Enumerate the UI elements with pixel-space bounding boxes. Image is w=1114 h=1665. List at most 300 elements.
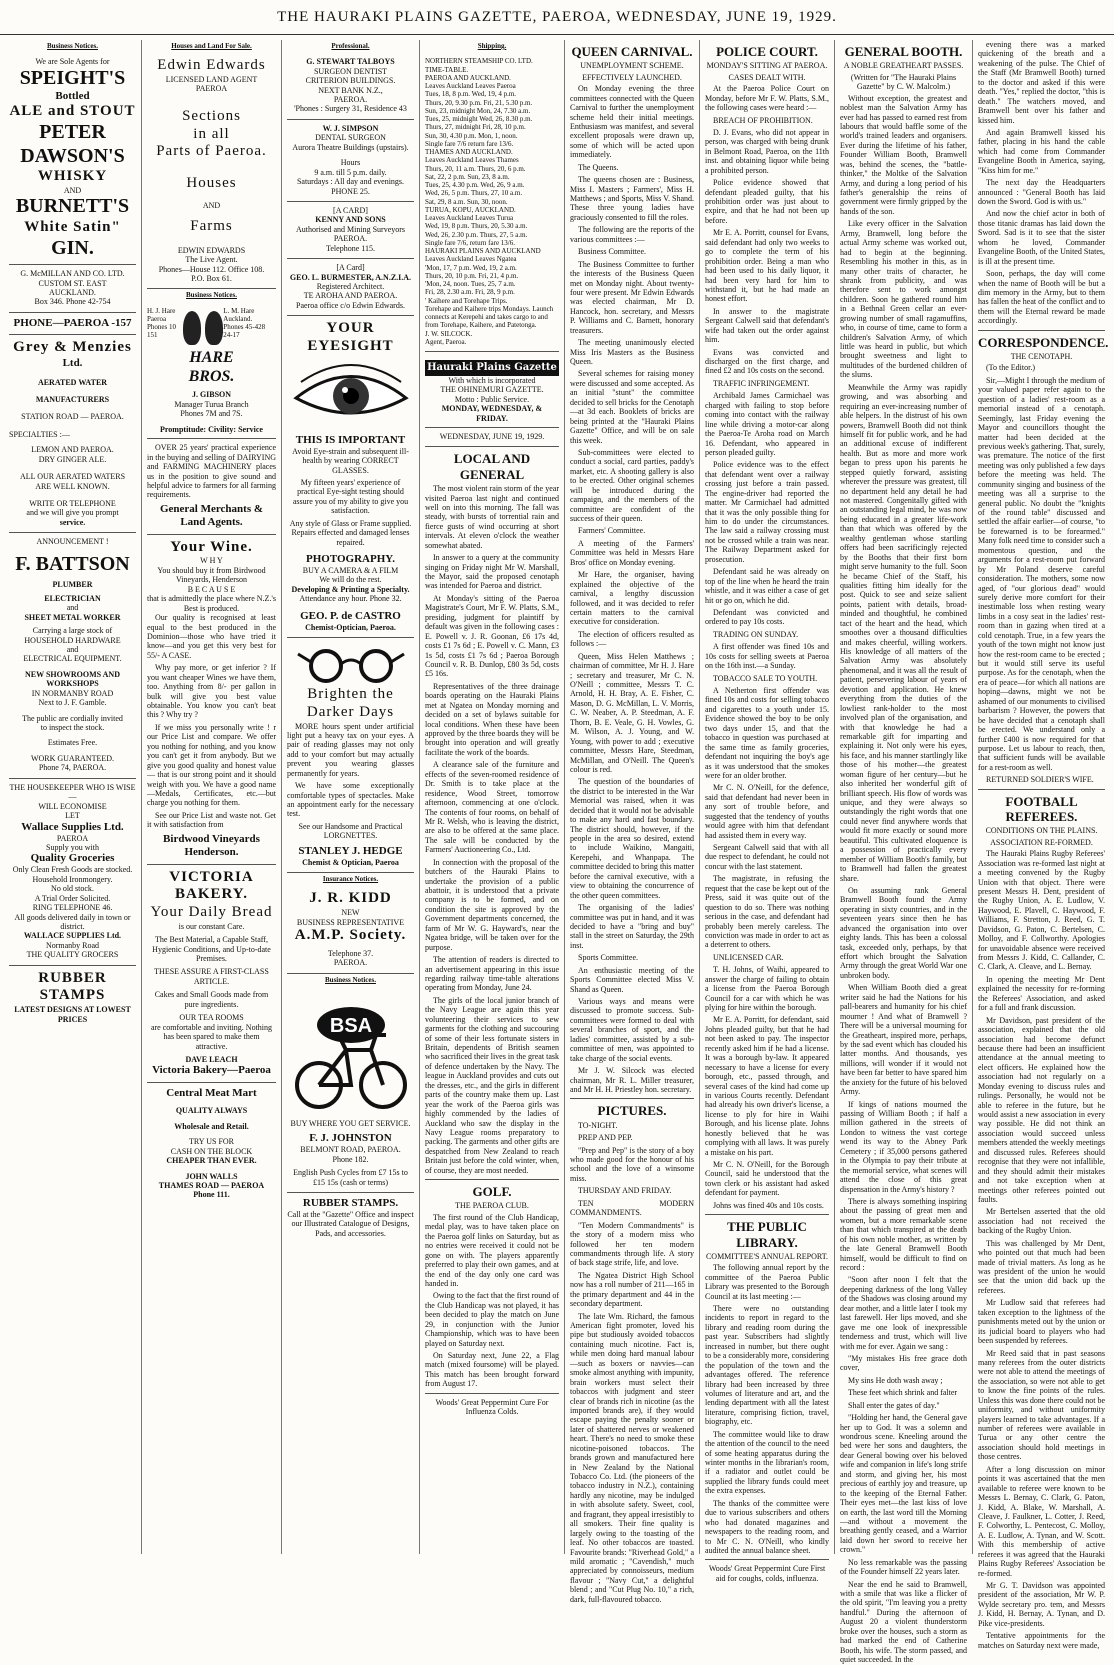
article-subheading: MONDAY'S SITTING AT PAEROA. bbox=[706, 61, 828, 71]
column-5 bbox=[565, 40, 700, 1604]
ad-line: PHOTOGRAPHY. bbox=[306, 553, 395, 566]
timetable-line: Leaves Auckland Leaves Ngatea bbox=[425, 255, 517, 264]
ad-line: THAMES ROAD — PAEROA bbox=[158, 1180, 265, 1190]
ad-line: L. M. Hare bbox=[223, 306, 255, 315]
paragraph: On Monday evening the three committees connected with the Queen Carnival to further the unemployment scheme held their initial meetings. Enthusiasm was manifest, and several excellent proposals were drawn up, some of which will be acted upon immediately. bbox=[570, 84, 694, 160]
timetable-line: Leaves Auckland Leaves Paeroa bbox=[425, 82, 516, 90]
paragraph: Representatives of the three drainage boards operating on the Hauraki Plains met at Ngatea on Monday morning and decided on a set of bylaws suitable for local conditions. When these have been approved by the three boards they will be brought into operation and will greatly facilitate the work of the boards. bbox=[425, 681, 559, 757]
ad-line: Your Daily Bread bbox=[150, 904, 273, 920]
paragraph: After a long discussion on minor points it was ascertained that the men available to referee were known to be Messrs L. Bernay, C. Clark, G. Paton, J. Kidd, A. Blake, W. Marshall, A. Cleave, J. Faulkner, L. Cotter, J. Reed, F. Colworthy, L. Pentecost, C. Molloy, A. E. Ludlow, A. Tynan, and W. Scott. With this membership of active referees it was agreed that the Hauraki Plains Rugby Referees' Association be re-formed. bbox=[978, 1464, 1105, 1578]
timetable-line: Leaves Auckland Leaves Thames bbox=[425, 156, 519, 165]
paragraph: Sports Committee. bbox=[578, 953, 638, 963]
ad-line: Phone 74, PAEROA. bbox=[38, 763, 107, 773]
timetable-line: Tues, 18, 8 p.m. Wed, 19, 4 p.m. bbox=[425, 90, 517, 99]
paragraph: Mr E. A. Porritt, counsel for Evans, said defendant had only two weeks to go to complete the term of his prohibition order. Being a man who had been used to his daily liquor, it had been very hard for him to withstand it, but he had made an honest effort. bbox=[705, 228, 829, 304]
paragraph: My sins He doth wash away ; bbox=[848, 1375, 943, 1385]
paragraph: The following annual report by the committee of the Paeroa Public Library was presented to the Borough Council at its last meeting :— bbox=[705, 1263, 829, 1301]
paragraph: evening there was a marked quickening of the breath and a weakening of the pulse. The Chief of the Staff (Mr Bramwell Booth) turned to the doctor and asked if this were death. "Yes," replied the doctor, "this is death." The watchers moved, and Bramwell bent over his father and kissed him. bbox=[978, 40, 1105, 125]
paragraph: Shall enter the gates of day." bbox=[848, 1400, 940, 1410]
general-booth-body bbox=[840, 94, 967, 1665]
ad-line: MANUFACTURERS bbox=[35, 394, 110, 404]
ad-line: F. J. JOHNSTON bbox=[309, 1132, 392, 1145]
ad-line: Avoid Eye-strain and subsequent ill-health by wearing CORRECT GLASSES. bbox=[292, 446, 409, 475]
paragraph: The first round of the Club Handicap, medal play, was to have taken place on the Paeroa golf links on Saturday, but as no entries were received it could not be gone on with. The players apparently preferred to play their own games, and at the end of the day only one card was handed in. bbox=[425, 1212, 559, 1288]
ad-line: BURNETT'S bbox=[15, 195, 130, 218]
paragraph: Why pay more, or get inferior ? If you want cheaper Wines we have them, too. Anything from 8/- per gallon in bulk will give you best value obtainable. You know you can't beat this ? Why try ? bbox=[147, 663, 276, 720]
ad-line: P.O. Box 61. bbox=[191, 274, 232, 283]
ad-line: B E C A U S E bbox=[187, 584, 236, 594]
article-subheading: A NOBLE GREATHEART PASSES. bbox=[843, 61, 964, 71]
article-heading: PICTURES. bbox=[597, 1103, 667, 1119]
paragraph: Defendant was convicted and ordered to pay 10s costs. bbox=[705, 607, 829, 627]
ad-line: WALLACE SUPPLIES Ltd. bbox=[23, 931, 122, 941]
section-heading: Shipping. bbox=[477, 42, 507, 50]
ad-line: Attendance any hour. Phone 32. bbox=[299, 594, 402, 604]
ad-line: Your Wine. bbox=[170, 538, 253, 555]
paragraph: The following are the reports of the various committees :— bbox=[570, 225, 694, 244]
timetable-line: ' Kaihere and Torehape Trips. bbox=[425, 296, 508, 305]
timetable-line: Thurs, 20, 11 a.m. Thurs, 20, 6 p.m. bbox=[425, 164, 526, 173]
paragraph: BREACH OF PROHIBITION. bbox=[713, 115, 813, 125]
ad-line: RING TELEPHONE 46. bbox=[32, 903, 113, 913]
paragraph: "Soon after noon I felt that the deepening darkness of the long Valley of the Shadows was closing around my dear mother, and a little later I took my last farewell. Her lips moved, and she gave me one look of inexpressible tenderness and trust, which will live with me for ever. Again we sang : bbox=[840, 1275, 967, 1351]
ad-line: BELMONT ROAD, PAEROA. bbox=[300, 1145, 401, 1155]
ad-line: Grey & Menzies bbox=[13, 338, 132, 355]
battson-ad bbox=[9, 533, 136, 778]
paragraph: A first offender was fined 10s and 10s costs for selling sweets at Paeroa on the 16th inst.—a Sunday. bbox=[705, 642, 829, 671]
ad-line: Any style of Glass or Frame supplied. bbox=[289, 518, 412, 528]
ad-line: that is admittedly the place where N.Z.'s Best is produced. bbox=[147, 594, 276, 613]
paragraph: In answer to a query at the community singing on Friday night Mr W. Marshall, the Mayor, said the proposed cenotaph was intended for Paeroa and district. bbox=[425, 553, 559, 591]
section-heading: Professional. bbox=[331, 42, 370, 50]
paragraph: If kings of nations mourned the passing of William Booth ; if half a million gathered in the streets of London to witness the vast cortege wend its way to the Abney Park Cemetery ; if 35,000 persons gathered in the Olympia to pay their tribute at the memorial service, what scenes will attend the close of this great dispensation in the Army's history ? bbox=[840, 1099, 967, 1194]
ad-line: Manager Turua Branch bbox=[174, 399, 249, 409]
kidd-ad bbox=[287, 886, 414, 973]
paragraph: Meanwhile the Army was rapidly growing, and was absorbing and requiring an ever-increasing number of able helpers. In the distrust of his own powers, Bramwell Booth did not think himself fit for public work, and he had an additional excuse of indifferent health. But as more and more work began to press upon his parents he stepped quietly forward, assisting wherever the pressure was greatest, till no department held any detail he had not mastered. Congenitally gifted with an outstanding legal mind, he was now being educated in a greater life-work than that which was offered by the wealthy gentleman whose startling offers had been sacrificingly rejected by the Booths that their first born might serve humanity to the full. Soon he became Chief of the Staff, his qualities fitting him ideally for the post. Quick to see and seize salient points, patient with details, broad-minded and thoughtful, he combined tact of the heart and the head, which smoothes over a thousand difficulties and makes cheerful, willing workers. His knowledge of all matters of the Salvation Army was absolutely phenomenal, and it was all the result of patient, persevering labour of years of devotion and application. He knew everything from the duties of the lowliest rank-holder to the most involved plan of the organisation, and with that knowledge he had a remarkable gift for imparting and explaining it. Not only were his eyes, his face, and his manner startlingly like those of his mother—the greatest woman figure of her century—but he also inherited her wonderful gift of brilliant speech. His flow of words was unique, and they were always so outstandingly the right words that one could never find anywhere words that would fit more exactly or sound more beautiful. This cultivated eloquence is a possession of practically every member of William Booth's family, but to Bramwell had fallen the greatest share. bbox=[840, 382, 967, 883]
timetable-line: Sun, 23, midnight Mon, 24, 7.30 a.m. bbox=[425, 106, 531, 115]
paragraph: Mr J. W. Silcock was elected chairman, Mr R. L. Miller treasurer, and Mr H. H. Priestley hon. secretary. bbox=[570, 1066, 694, 1094]
article-subheading: EFFECTIVELY LAUNCHED. bbox=[582, 72, 682, 82]
gazette-title: Hauraki Plains Gazette bbox=[425, 360, 559, 376]
ad-line: Chemist & Optician, Paeroa bbox=[302, 857, 399, 867]
ad-line: The public are cordially invited bbox=[22, 713, 123, 723]
ad-line: Phone 42-754 bbox=[65, 297, 111, 307]
ad-line: are comfortable and inviting. Nothing has been spared to make them attractive. bbox=[150, 1022, 273, 1051]
timetable-line: Agent, Paeroa. bbox=[425, 337, 467, 346]
ad-line: The Best Material, a Capable Staff, Hygienic Conditions, and Up-to-date Premises. bbox=[152, 935, 271, 963]
paragraph: Mr Ludlow said that referees had taken exception to the lightness of the punishments meted out by the union or its judicial board to players who had been suspended by referees. bbox=[978, 1298, 1105, 1346]
ad-line: YOUR EYESIGHT bbox=[307, 320, 394, 354]
ad-line: Birdwood Vineyards bbox=[163, 832, 260, 845]
football-body bbox=[978, 849, 1105, 1650]
ad-line: KENNY AND SONS bbox=[315, 215, 386, 225]
paragraph: Johns was fined 40s and 10s costs. bbox=[713, 1200, 824, 1210]
paragraph: Defendant said he was already on top of the line when he heard the train whistle, and it was either a case of get hit or go on, which he did. bbox=[705, 567, 829, 605]
ad-line: Telephone 37. bbox=[327, 948, 374, 958]
paragraph: At the Paeroa Police Court on Monday, before Mr F. W. Platts, S.M., the following cases were heard :— bbox=[705, 84, 829, 113]
birdwood-wine-ad bbox=[147, 535, 276, 865]
paragraph: Mr Bertelsen asserted that the old association had not received the backing of the Rugby Union. bbox=[978, 1207, 1105, 1236]
column-6 bbox=[700, 40, 835, 1583]
ad-line: in all bbox=[193, 125, 230, 142]
paragraph: The magistrate, in refusing the request that the case be kept out of the Press, said it was quite out of the question to do so. There was nothing serious in the case, and defendant had probably been merely careless. The conviction was made in order to act as a deterrent to others. bbox=[705, 874, 829, 950]
ad-line: Estimates Free. bbox=[47, 738, 98, 748]
ad-line: BUSINESS REPRESENTATIVE bbox=[296, 917, 405, 927]
paragraph: There is always something inspiring about the passing of great men and women, but a more remarkable scene than that which transpired at the death of his own noble mother, as written by the late General Bramwell Booth himself, would be difficult to find on record : bbox=[840, 1196, 967, 1273]
grey-menzies-ad bbox=[9, 313, 136, 533]
wine-body bbox=[147, 613, 276, 830]
simpson-ad bbox=[287, 120, 414, 202]
ad-line: WHISKY bbox=[37, 168, 108, 185]
paragraph: The next day the Headquarters announced : "General Booth has laid down the Sword. God is with us." bbox=[978, 178, 1105, 206]
correspondence-body bbox=[978, 363, 1105, 784]
ad-line: 9 a.m. till 5 p.m. daily. bbox=[314, 167, 387, 177]
paragraph: Sir,—Might I through the medium of your valued paper refer again to the question of a ladies' rest-room as a memorial instead of a cenotaph. Seemingly, last Friday evening the Mayor and councillors thought the matter had been decided at the previous week's gathering. That, surely, was premature. The notice of the first meeting was only published a few days before the meeting was held. The community singing and business of the meeting was all a surprise to the general public. No doubt the "knights of the round table" discussed and settled the affair earlier—of course, "to be forewarned is to be forearmed." Many folk need time to consider such a momentous question, and the arguments for a rest-room put forward by Mr Poland deserve careful consideration. The mothers, some now aged, of "our glorious dead" would surely derive more comfort for their inestimable loss when resting weary limbs in a cosy seat in the ladies' rest-room than in gazing when tired at a cold cenotaph. True, in a few years the youth of the town might not know just how the rest-room came to be erected ; but it would still serve its useful purpose. As for the cenotaph, when the era of peace—for which all nations are hoping—dawns, might we not be ashamed of our monuments to civilised barbarism ? However, the powers that be have decided that a cenotaph shall be erected. We understand only a further £400 is now required for that purpose. Let us labour to reach, then, that sufficient funds will be available for a rest-room as well. bbox=[978, 375, 1105, 772]
timetable-line: Leaves Auckland Leaves Turua bbox=[425, 214, 514, 222]
paragraph: In opening the meeting Mr Dent explained the necessity for re-forming the Referees' Association, and asked for a full and frank discussion. bbox=[978, 974, 1105, 1013]
ad-line: BUY A CAMERA & A FILM bbox=[302, 566, 399, 575]
issue-date: WEDNESDAY, JUNE 19, 1929. bbox=[439, 431, 545, 441]
ad-line: JOHN WALLS bbox=[185, 1171, 238, 1181]
general-booth-continued bbox=[978, 40, 1105, 326]
ad-line: NEXT BANK N.Z., bbox=[318, 85, 383, 95]
timetable-line: THAMES AND AUCKLAND. bbox=[425, 148, 513, 156]
columns bbox=[4, 40, 1110, 1665]
ad-line: DRY GINGER ALE. bbox=[38, 454, 107, 464]
ad-line: Phones 7M and 7S. bbox=[180, 409, 243, 419]
paragraph: A clearance sale of the furniture and effects of the seven-roomed residence of Dr. Smith is to take place at the residence, Wood Street, tomorrow afternoon, commencing at one o'clock. The contents of four rooms, on behalf of Mr R. Welsh, who is leaving the district, are also to be offered at the same place. The sale will be conducted by the Farmers' Auctioneering Co., Ltd. bbox=[425, 760, 559, 855]
paragraph: These feet which shrink and falter bbox=[848, 1388, 958, 1398]
central-meat-mart-ad bbox=[147, 1083, 276, 1204]
column-1 bbox=[4, 40, 142, 1554]
ad-line: and bbox=[66, 603, 79, 613]
article-subheading: COMMITTEE'S ANNUAL REPORT. bbox=[705, 1251, 829, 1261]
ad-line: A Trial Order Solicited. bbox=[34, 893, 111, 903]
ad-line: ARE WELL KNOWN. bbox=[35, 481, 110, 491]
masthead: THE HAURAKI PLAINS GAZETTE, PAEROA, WEDNESDAY, JUNE 19, 1929. bbox=[0, 0, 1114, 35]
ad-line: OUR TEA ROOMS bbox=[179, 1013, 244, 1023]
paragraph: MORE hours spent under artificial light put a heavy tax on your eyes. A pair of reading glasses may not only add to your comfort but may actually prevent you wearing glasses permanently for years. bbox=[287, 721, 414, 778]
paragraph: "My mistakes His free grace doth cover, bbox=[840, 1353, 967, 1373]
ad-line: LATEST DESIGNS AT LOWEST PRICES bbox=[14, 1005, 131, 1024]
timetable-line: Single fare 7/6, return fare 13/6. bbox=[425, 238, 515, 247]
ad-line: White Satin" bbox=[24, 218, 121, 235]
ad-line: Parts of Paeroa. bbox=[156, 143, 267, 160]
hare-body bbox=[147, 443, 276, 500]
ad-line: CASH ON THE BLOCK bbox=[170, 1146, 253, 1156]
ad-line: THE HOUSEKEEPER WHO IS WISE— bbox=[9, 782, 136, 802]
article-heading: QUEEN CARNIVAL. bbox=[571, 44, 693, 59]
eyesight-ad bbox=[287, 316, 414, 638]
bsa-logo-text: BSA bbox=[329, 1014, 372, 1037]
paragraph: The committee would like to draw the attention of the council to the need of some heating apparatus during the winter months in the librarian's room, if a radiator and outlet could be supplied the library funds could meet the extra expenses. bbox=[705, 1429, 829, 1496]
paragraph: There were no outstanding incidents to report in regard to the library and reading room during the past year. Subscribers had slightly increased in number, but there ought to be a considerably more, considering the population of the town and the advantages offered. The reference library had been increased by three volumes of literature and art, and the lending department with all the latest literature, comprising fiction, travel, biography, etc. bbox=[705, 1304, 829, 1427]
paragraph: TRAFFIC INFRINGEMENT. bbox=[713, 378, 810, 388]
ad-line: IN NORMANBY ROAD bbox=[31, 688, 114, 698]
paragraph: Mr G. T. Davidson was appointed president of the association, Mr W. P. Wylde secretary pro. tem, and Messrs J. Kidd, H. Bernay, A. Tynan, and D. Pike vice-presidents. bbox=[978, 1581, 1105, 1628]
ad-line: Bottled bbox=[55, 90, 90, 103]
section-heading: Insurance Notices. bbox=[322, 875, 379, 884]
ad-line: LEMON AND PAEROA. bbox=[31, 445, 114, 455]
ad-line: QUALITY ALWAYS bbox=[175, 1106, 248, 1116]
ad-line: Paeroa office c/o Edwin Edwards. bbox=[296, 300, 405, 310]
ad-line: to inspect the stock. bbox=[40, 723, 105, 733]
ad-line: ELECTRICAL EQUIPMENT. bbox=[23, 654, 122, 664]
paragraph: The thanks of the committee were due to various subscribers and others who had donated magazines and newspapers to the reading room, and to Mr C. N. O'Neill, who kindly audited the annual balance sheet. bbox=[705, 1498, 829, 1555]
bsa-ad bbox=[287, 987, 414, 1193]
ad-line: STATION ROAD — PAEROA. bbox=[21, 412, 124, 422]
ad-line: DENTAL SURGEON bbox=[315, 133, 386, 143]
timetable-line: Thurs, 20, 9.30 p.m. Fri, 21, 5.30 p.m. bbox=[425, 98, 533, 107]
paragraph: Police evidence was to the effect that defendant went over a railway crossing just before a train passed. The engine-driver had reported the matter. Mr Carmichael had admitted that it was the only possible thing for him to do under the circumstances. The law said a railway crossing must not be crossed while a train was near. The Railway Department asked for prosecution. bbox=[705, 460, 829, 564]
ad-line: Next to J. F. Gamble. bbox=[38, 698, 107, 708]
ad-line: Box 346. bbox=[34, 297, 64, 307]
ad-line: AND bbox=[63, 185, 82, 195]
ad-line: PAEROA. bbox=[333, 958, 368, 968]
ad-line: Phones 45-428 24-17 bbox=[223, 323, 266, 340]
speights-ad bbox=[9, 53, 136, 313]
ad-line: STANLEY J. HEDGE bbox=[298, 844, 403, 857]
column-8 bbox=[973, 40, 1110, 1650]
ad-line: You should buy it from Birdwood Vineyards, Henderson bbox=[157, 565, 266, 585]
ad-line: Auckland. bbox=[223, 314, 253, 323]
ad-line: Ltd. bbox=[62, 356, 83, 369]
ad-line: PHONE—PAEROA -157 bbox=[13, 316, 132, 329]
hedge-ad bbox=[287, 638, 414, 873]
paragraph: Owing to the fact that the first round of the Club Handicap was not played, it has been decided to play the match on June 29, in conjunction with the Junior Championship, which was to have been played on Saturday next. bbox=[425, 1291, 559, 1348]
ad-line: Authorised and Mining Surveyors bbox=[295, 224, 406, 234]
timetable-line: Sun, 30, 4.30 p.m. Mon, 1, noon. bbox=[425, 131, 518, 140]
paragraph: The queens chosen are : Business, Miss I. Masters ; Farmers', Miss H. Matthews ; and Sports, Miss V. Shand. These three young ladies have graciously consented to fill the roles. bbox=[570, 175, 694, 222]
ad-line: Promptitude: Civility: Service bbox=[160, 424, 263, 434]
timetable-line: TURUA, KOPU, AUCKLAND. bbox=[425, 205, 516, 214]
ad-line: A.M.P. Society. bbox=[294, 927, 407, 943]
ad-line: English Push Cycles from £7 15s to £15 15s (cash or terms) bbox=[293, 1168, 408, 1187]
ad-line: VICTORIA BAKERY. bbox=[169, 868, 254, 903]
paragraph: Archibald James Carmichael was charged with failing to stop before coming into contact with the railway line while driving a motor-car along the Paeroa-Te Aroha road on March 16. Defendant, who appeared in person pleaded guilty. bbox=[705, 391, 829, 457]
paragraph: D. J. Evans, who did not appear in person, was charged with being drunk in Belmont Road, Paeroa, on the 11th inst. and obtaining liquor while being a prohibited person. bbox=[705, 127, 829, 175]
ad-line: Central Meat Mart bbox=[166, 1087, 257, 1100]
ad-line: G. STEWART TALBOYS bbox=[306, 57, 395, 67]
paragraph: On Saturday next, June 22, a Flag match (mixed foursome) will be played. This match has been brought forward from August 17. bbox=[425, 1351, 559, 1389]
gazette-nameplate bbox=[425, 352, 559, 447]
paragraph: Business Committee. bbox=[578, 247, 646, 257]
ad-line: No old stock. bbox=[51, 884, 94, 894]
queen-carnival-body bbox=[570, 84, 694, 1094]
paragraph: The question of the boundaries of the district to be interested in the War Memorial was raised, when it was decided that it would not be advisable to make any hard and fast boundary. The district should, however, if the people in the area so desired, extend to include Waikino, Mangaiti, Kerepehi, and Whanpapa. The committee decided to bring this matter before the carnival executive, with a view to obtaining the concurrence of the other queen committees. bbox=[570, 777, 694, 900]
ad-line: HOUSEHOLD HARDWARE bbox=[24, 635, 121, 645]
ad-line: DAWSON'S bbox=[20, 144, 125, 167]
paragraph: In answer to the magistrate Sergeant Calwell said that defendant's wife had taken out the order against him. bbox=[705, 306, 829, 345]
timetable-line: Thurs, 20, 10 p.m. Fri, 21, 4 p.m. bbox=[425, 271, 519, 280]
paragraph: Several schemes for raising money were discussed and some accepted. As an initial "stunt" the committee decided to sell bricks for the Cenotaph—at 3d each. Booklets of bricks are being printed at the "Hauraki Plains Gazette" Office, and will be on sale this week. bbox=[570, 369, 694, 445]
shipping-timetable bbox=[425, 53, 559, 352]
timetable-line: 'Mon, 24, noon. Tues, 25, 7 a.m. bbox=[425, 280, 516, 288]
paragraph: Evans was convicted and discharged on the first charge, and fined £2 and 10s costs on the second. bbox=[705, 347, 829, 376]
ad-line: The Live Agent. bbox=[185, 255, 238, 265]
paragraph: The Hauraki Plains Rugby Referees' Association was re-formed last night at a meeting convened by the Rugby Union with that object. There were present Messrs H. Dent, president of the Rugby Union, A. E. Ludlow, V. Haywood, E. Plavell, C. Haywood, F. Williams, F. Stretton, J. Reed, G. T. Davidson, G. Paton, C. Bertelsen, C. Molloy, and F. Collworthy. Apologies for unavoidable absence were received from Messrs J. Kidd, C. Callander, C. C. Clark, A. Cleave, and L. Bernay. bbox=[978, 849, 1105, 972]
ad-line: THE QUALITY GROCERS bbox=[26, 950, 119, 960]
paragraph: The organising of the ladies' committee was put in hand, and it was decided to have a "bring and buy" stall in the street on Saturday, the 29th inst. bbox=[570, 903, 694, 950]
timetable-line: Tues, 25, 4.30 p.m. Wed, 26, 9 a.m. bbox=[425, 181, 525, 189]
paragraph: "Holding her hand, the General gave her up to God. It was a solemn and wondrous scene. Kneeling around the bed were her sons and daughters, the dear General bowing over his beloved wife and companion in life's long strife and storm, and giving her, his most precious of earthly joy and treasure, up to the keeping of the Eternal Father. Their eyes met—the last kiss of love on earth, the last word till the Morning—and without a movement the breathing gently ceased, and a Warrior laid down her sword to receive her crown." bbox=[840, 1413, 967, 1555]
paragraph: UNLICENSED CAR. bbox=[713, 952, 784, 962]
ad-line: Repairs effected and damaged lenses repaired. bbox=[291, 528, 410, 547]
ad-line: PAEROA. bbox=[333, 234, 368, 244]
local-general-body bbox=[425, 484, 559, 1175]
ad-line: BROS. bbox=[188, 367, 235, 385]
ad-line: RUBBER STAMPS. bbox=[302, 1196, 399, 1209]
ad-line: F. BATTSON bbox=[15, 552, 130, 575]
timetable-line: Thurs, 27, midnight Fri, 28, 10 p.m. bbox=[425, 123, 526, 132]
paragraph: TRADING ON SUNDAY. bbox=[713, 629, 799, 639]
ad-line: GEO. L. BURMESTER, A.N.Z.I.A. bbox=[289, 272, 412, 282]
ad-line: GEO. P. de CASTRO bbox=[300, 609, 401, 622]
paragraph: If we miss you personally write ! r our Price List and compare. We offer you nothing for nothing, and you know you can't get it from anybody. But we give you good quality and honest value — that is our strong point and it should weigh with you. We have a good name—Medals, Certificates, etc.—but charge you nothing for them. bbox=[147, 722, 276, 808]
ad-line: 'Phones : Surgery 31, Residence 43 bbox=[294, 104, 407, 114]
rubber-stamps-ad bbox=[9, 966, 136, 1029]
ad-line: Phone 111. bbox=[193, 1190, 230, 1200]
ad-line: We will do the rest. bbox=[319, 575, 382, 585]
paragraph: Mr Reed said that in past seasons many referees from the outer districts were not able to attend the meetings of the association, so were not able to get to know the fine points of the rules. Unless this was done there could not be uniformity, and without uniformity players learned to take advantages. If a number of referees were available in Turua or any other centre the association should hold meetings in those centres. bbox=[978, 1348, 1105, 1462]
ad-line: WORK GUARANTEED. bbox=[30, 753, 115, 763]
burmester-ad bbox=[287, 259, 414, 316]
ad-line: Registered Architect. bbox=[316, 282, 385, 291]
paragraph: Mr E. A. Porritt, for defendant, said Johns pleaded guilty, but that he had not been asked to pay. The inspector recently asked him if he had a license. It was a borough by-law. It appeared necessary to have a license for every borough, etc., passed through, and several cases of the kind had come up in various Courts recently. Defendant had already his own driver's license, a license to ply for hire in Waihi Borough, and his license plate. Johns honestly believed that he was complying with all laws. It was purely a mistake on his part. bbox=[705, 1015, 829, 1157]
ad-line: PAEROA bbox=[56, 833, 89, 843]
timetable-line: Wed, 19, 8 p.m. Thurs, 20, 5.30 a.m. bbox=[425, 222, 528, 231]
paragraph: Sub-committees were elected to conduct a social, card parties, paddy's market, etc. A shooting gallery is also to be erected. Other original schemes will be introduced during the campaign, and the members of the committee are confident of the success of their queen. bbox=[570, 447, 694, 524]
section-heading: Business Notices. bbox=[47, 42, 98, 50]
ad-line: CUSTOM ST. EAST bbox=[38, 278, 107, 288]
paragraph: The Business Committee to further the interests of the Business Queen met on Monday night. About twenty-four were present. Mr Edwin Edwards was elected chairman, Mr D. Hancock, hon. secretary, and Messrs P. Williams and C. Barnett, honorary treasurers. bbox=[570, 259, 694, 335]
ad-line: RUBBER STAMPS bbox=[38, 969, 107, 1004]
paragraph: Mr C. N. O'Neill, for the Borough Council, said he understood that the town clerk or his assistant had asked defendant for payment. bbox=[705, 1160, 829, 1198]
article-heading: CORRESPONDENCE. bbox=[978, 334, 1109, 350]
ad-line: [A CARD] bbox=[333, 205, 368, 215]
paragraph: Farmers' Committee. bbox=[578, 526, 646, 536]
paragraph: On assuming rank General Bramwell Booth found the Army operating in sixty countries, and in the seventeen years since then he has advanced the organisation into over eighty lands. This has been a colossal task, exceeded only, perhaps, by that effort which brought the Salvation Army through the great World War one unbroken body. bbox=[840, 885, 967, 980]
ad-line: ALL OUR AERATED WATERS bbox=[19, 472, 126, 482]
ad-line: AND bbox=[202, 200, 221, 210]
ad-line: Quality Groceries bbox=[30, 852, 115, 865]
timetable-line: Tues, 25, midnight Wed, 26, 8.30 p.m. bbox=[425, 115, 533, 123]
ad-line: SHEET METAL WORKER bbox=[24, 612, 121, 622]
paragraph: An enthusiastic meeting of the Sports Committee elected Miss V. Shand as Queen. bbox=[570, 965, 694, 994]
ad-line: H. J. Hare bbox=[147, 306, 176, 315]
ad-line: Brighten the bbox=[307, 686, 394, 703]
paragraph: The late Wm. Richard, the famous American fight promoter, loved his pipe but studiously avoided tobaccos containing much nicotine. Fact is, while men doing hard manual labour—such as boxers or navvies—can smoke almost anything with impunity, brain workers must select their tobaccos with judgment and steer clear of brands rich in nicotine (as the imported brands are), if they would escape paying the penalty sooner or later of shattered nerves or weakened heart. There's no need to smoke these nicotine-poisoned tobaccos. The brands grown and manufactured here in New Zealand by the National Tobacco Co. Ltd. (the pioneers of the tobacco industry in N.Z.), containing hardly any nicotine, may be indulged in with absolute safety. Sweet, cool, and fragrant, they appeal irresistibly to all smokers. Their fine quality is largely owing to the toasting of the leaf. No other tobaccos are toasted. Favourite brands: "Riverhead Gold," a mild aromatic ; "Cavendish," much appreciated by connoisseurs, medium flavour ; "Navy Cut," a delightful blend ; and "Cut Plug No. 10," a rich, dark, full-flavoured tobacco. bbox=[570, 1311, 694, 1604]
pictures-body bbox=[570, 1121, 694, 1604]
ad-line: WRITE OR TELEPHONE bbox=[29, 499, 116, 508]
paragraph: A Netherton first offender was fined 10s and costs for selling tobacco and cigarettes to a youth under 15. Evidence showed the boy to be only two days under 15, and that the tobacco in question was purchased at the same time as family groceries, defendant not inquiring the boy's age as it was understood that the smokes were for an older brother. bbox=[705, 686, 829, 780]
paragraph: Queen, Miss Helen Matthews ; chairman of committee, Mr H. J. Hare ; secretary and treasurer, Mr C. N. O'Neill ; committee, Messrs T. C. Arnold, H. H. Bray, A. E. Fisher, C. Mason, D. G. McMillan, L. V. Morris, C. W. Neaber, A. P. Steedman, A. F. Thorn, B. E. Veale, G. H. Vowles, G. M. Wilson, A. J. Young, and W. Young, with power to add ; executive committee, Messrs Hare, Steedman, McMillan, and O'Neill. The Queen's colour is red. bbox=[570, 651, 694, 774]
ad-line: SPEIGHT'S bbox=[19, 66, 126, 89]
timetable-line: Fri, 28, 2.30 a.m. Fri, 28, 9 p.m. bbox=[425, 288, 515, 297]
timetable-line: 'Mon, 17, 7 p.m. Wed, 19, 2 a.m. bbox=[425, 263, 517, 272]
timetable-line: Sat, 29, 8 a.m. Sun, 30, noon. bbox=[425, 197, 508, 206]
ad-line: We are Sole Agents for bbox=[35, 57, 110, 67]
woods-ad: Woods' Great Peppermint Cure First aid for coughs, colds, influenza. bbox=[708, 1564, 826, 1583]
section-heading: Houses and Land For Sale. bbox=[171, 42, 252, 50]
ad-line: THE OHINEMURI GAZETTE. bbox=[440, 385, 544, 395]
ad-line: Hours bbox=[340, 158, 361, 168]
paragraph: In connection with the proposal of the butchers of the Hauraki Plains to undertake the provision of a public abattoir, it is understood that a private company is to be formed, and on condition the site is approved by the Government departments concerned, the farm of Mr W. G. Hayward's, near the Ngatea bridge, will be taken over for the purpose. bbox=[425, 857, 559, 952]
ad-line: Call at the "Gazette" Office and inspect our Illustrated Catalogue of Designs, Pads, and accessories. bbox=[287, 1209, 414, 1238]
timetable-line: NORTHERN STEAMSHIP CO. LTD. bbox=[425, 57, 533, 66]
library-body bbox=[705, 1263, 829, 1555]
paragraph: Our quality is recognised at least equal to the best produced in the Dominion—those who have tried it know—and you get this very best for 55/- A CASE. bbox=[147, 613, 276, 660]
article-heading: THE PUBLIC LIBRARY. bbox=[727, 1219, 807, 1250]
ad-line: Phones 10 151 bbox=[147, 323, 176, 340]
ad-line: LICENSED LAND AGENT bbox=[165, 74, 258, 84]
ad-line: Victoria Bakery—Paeroa bbox=[152, 1064, 271, 1077]
talboys-ad bbox=[287, 53, 414, 120]
rubber-stamps-gazette-ad bbox=[287, 1193, 414, 1243]
paragraph: Various ways and means were discussed to promote success. Sub-committees were formed to deal with several branches of sport, and the ladies' committee, assisted by a sub-committee of men, was appointed to take charge of the social events. bbox=[570, 997, 694, 1063]
article-byline: (Written for "The Hauraki Plains Gazette" by C. W. Malcolm.) bbox=[850, 72, 957, 92]
timetable-line: J. W. SILCOCK. bbox=[425, 329, 473, 338]
column-3 bbox=[282, 40, 420, 1554]
ad-line: Household Ironmongery. bbox=[32, 874, 113, 884]
ad-line: DAVE LEACH bbox=[185, 1054, 238, 1064]
paragraph: OVER 25 years' practical experience in the buying and selling of DAIRYING and FARMING MACHINERY places us in the position to give sound and helpful advice to farmers for all farming requirements. bbox=[147, 443, 276, 500]
ad-line: Saturdays : All day and evenings. bbox=[296, 177, 405, 187]
timetable-line: HAURAKI PLAINS AND AUCKLAND bbox=[425, 247, 541, 255]
ad-line: PAEROA bbox=[195, 84, 228, 94]
column-7 bbox=[835, 40, 973, 1665]
ad-line: Wholesale and Retail. bbox=[174, 1121, 249, 1131]
ad-line: ELECTRICIAN bbox=[44, 593, 101, 603]
paragraph: See our Price List and waste not. Get it with satisfaction from bbox=[147, 810, 276, 830]
ad-line: Developing & Printing a Specialty. bbox=[291, 584, 410, 594]
ad-line: and we will give you prompt bbox=[26, 508, 119, 518]
article-subheading: UNEMPLOYMENT SCHEME. bbox=[580, 61, 684, 71]
ad-line: NEW bbox=[341, 908, 360, 918]
ad-line: BUY WHERE YOU GET SERVICE. bbox=[290, 1118, 411, 1128]
paragraph: Without exception, the greatest and noblest man the Salvation Army has ever had has passed to earned rest from labours that would baffle some of the world's trained leaders and organisers. Ever during the lifetime of his father, Founder William Booth, Bramwell was, behind the scenes, the "battle-thinker," the Moltke of the Salvation Army, and during a long period of his father's generalship the reins of government were firmly gripped by the hands of the son. bbox=[840, 93, 967, 216]
ad-line: Edwin Edwards bbox=[157, 57, 266, 74]
paragraph: The Ngatea District High School now has a roll number of 211—165 in the primary department and 44 in the secondary department. bbox=[570, 1270, 694, 1309]
timetable-line: Single fare 7/6 return fare 13/6. bbox=[425, 139, 514, 148]
timetable-line: TIME-TABLE. bbox=[425, 65, 469, 74]
timetable-line: Torehape and Kaihere trips Mondays. Launch connects at Kerepehi and takes cargo to and from Torehape, Kaihere, and Patetonga. bbox=[425, 304, 554, 330]
ad-line: ALE and STOUT bbox=[9, 103, 136, 120]
ad-line: All goods delivered daily in town or district. bbox=[14, 912, 131, 931]
police-court-body bbox=[705, 84, 829, 1210]
article-subheading: THE CENOTAPH. bbox=[1010, 352, 1073, 362]
timetable-line: PAEROA AND AUCKLAND. bbox=[425, 73, 511, 82]
article-heading: GOLF. bbox=[472, 1184, 512, 1200]
paragraph: The election of officers resulted as follows :— bbox=[570, 629, 694, 649]
paragraph: Soon, perhaps, the day will come when the name of Booth will be but a dim memory in the Army, but to them has fallen the heat of the conflict and to them will the Eternal reward be made accordingly. bbox=[978, 269, 1105, 326]
ad-line: AUCKLAND. bbox=[49, 288, 96, 297]
ad-line: J. GIBSON bbox=[191, 390, 232, 400]
ad-line: EDWIN EDWARDS bbox=[177, 245, 246, 255]
ad-line: AERATED WATER bbox=[37, 377, 108, 387]
ad-line: My fifteen years' experience of practical Eye-sight testing should assure you of my ability to give you satisfaction. bbox=[292, 477, 409, 516]
ad-line: Phones—House 112. Office 108. bbox=[158, 264, 265, 274]
paragraph: The attention of readers is directed to an advertisement appearing in this issue regarding railway time-table alterations operating from Monday, June 24. bbox=[425, 955, 559, 993]
wallace-ad bbox=[9, 779, 136, 966]
ad-line: Darker Days bbox=[306, 703, 395, 720]
paragraph: Like every officer in the Salvation Army, Bramwell, long before the actual Army scheme was worked out, had to begin at the beginning. Resembling his mother in this, as in many other traits of character, he shrank from publicity, and was therefore sent to work amongst children. Soon he gathered round him in a Bethnal Green cellar an ever-growing number of small ragamuffins, who, in course of time, came to form a children's Salvation Army, of which little was heard in public, but which brought sweetness and light to multitudes of the burdened children of the slums. bbox=[840, 219, 967, 380]
ad-line: General Merchants & Land Agents. bbox=[159, 502, 264, 528]
ad-line: HARE bbox=[189, 348, 234, 366]
section-heading: Business Notices. bbox=[325, 975, 376, 984]
article-subheading: CONDITIONS ON THE PLAINS. bbox=[985, 826, 1098, 836]
ad-line: Motto : Public Service. bbox=[454, 394, 530, 404]
